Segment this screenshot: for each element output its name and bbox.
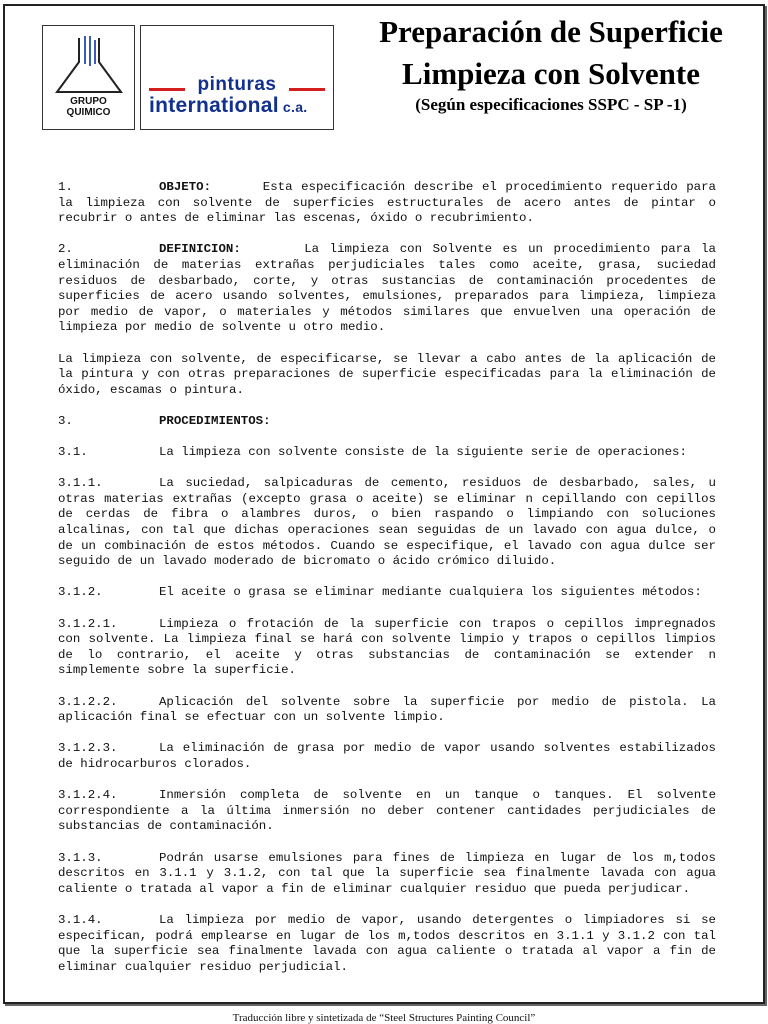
section-number: 3.1.3.: [58, 850, 103, 865]
brand-pinturas: pinturas: [197, 74, 277, 95]
section-paragraph: [58, 414, 716, 430]
section-text: Podrán usarse emulsiones para fines de limpieza en lugar de los m,todos descritos en 3.1.1 y 3.1.2, con tal que la superficie sea finalmente lavada con agua caliente o tratada al vapor a fin de eliminar cualquier residuo que pueda perjudicar.: [58, 850, 716, 896]
section-paragraph: [58, 445, 716, 461]
pinturas-international-logo: [140, 25, 334, 130]
section-number: 2.: [58, 242, 73, 257]
section-paragraph: [58, 913, 716, 975]
document-body: [58, 180, 716, 991]
section-paragraph: [58, 741, 716, 772]
section-number: 1.: [58, 180, 73, 194]
section-keyword: PROCEDIMIENTOS:: [159, 413, 271, 428]
section-text: Esta especificación describe el procedimiento requerido para la limpieza con solvente de superficies estructurales de acero antes de pintar o recubrir o antes de eliminar las escenas, óxido o recubrimiento.: [58, 180, 716, 226]
section-keyword: OBJETO:: [159, 180, 212, 194]
brand-suffix: c.a.: [282, 99, 308, 115]
section-text: La limpieza por medio de vapor, usando detergentes o limpiadores si se especifican, podrá emplearse en lugar de los m,todos descritos en 3.1.1 y 3.1.2 con tal que la superficie sea finalmente lavada con agua caliente o tratada al vapor a fin de eliminar cualquier residuo perjudicial.: [58, 912, 716, 974]
section-text: La suciedad, salpicaduras de cemento, residuos de desbarbado, sales, u otras materias extrañas (excepto grasa o aceite) se eliminar n cepillando con cepillos de cerdas de fibra o alambres duros, o bien raspando o limpiando con soluciones alcalinas, con tal que dichas operaciones sean seguidas de un lavado con agua dulce, o de un combinación de estos métodos. Cuando se especifique, el lavado con agua dulce ser seguido de un lavado moderado de bicromato o ácido crómico diluido.: [58, 476, 716, 569]
section-paragraph: [58, 476, 716, 570]
section-number: 3.1.2.4.: [58, 788, 118, 803]
flask-icon: [49, 34, 129, 96]
quimico-label: QUIMICO: [66, 107, 111, 118]
section-number: 3.1.: [58, 445, 88, 460]
brand-international-word: international: [149, 94, 279, 117]
section-number: 3.1.2.: [58, 585, 103, 600]
section-paragraph: [58, 585, 716, 601]
section-number: 3.1.2.2.: [58, 694, 118, 709]
section-keyword: DEFINICION:: [159, 242, 241, 257]
section-paragraph: [58, 180, 716, 227]
section-number: 3.1.1.: [58, 476, 103, 491]
section-paragraph: [58, 352, 716, 399]
section-text: La eliminación de grasa por medio de vapor usando solventes estabilizados de hidrocarburos clorados.: [58, 741, 716, 771]
page-title: Preparación de Superficie: [379, 14, 723, 49]
section-paragraph: [58, 695, 716, 726]
section-text: La limpieza con solvente, de especificarse, se llevar a cabo antes de la aplicación de la pintura y con otras preparaciones de superficie especificadas para la eliminación de óxido, escamas o pintura.: [58, 351, 716, 397]
section-number: 3.1.2.3.: [58, 741, 118, 756]
section-number: 3.1.4.: [58, 912, 103, 927]
section-text: Aplicación del solvente sobre la superficie por medio de pistola. La aplicación final se efectuar con un solvente limpio.: [58, 694, 716, 725]
page-subtitle: Limpieza con Solvente: [402, 56, 700, 91]
grupo-quimico-logo: [42, 25, 135, 130]
section-text: La limpieza con Solvente es un procedimiento para la eliminación de materias extrañas perjudiciales tales como aceite, grasa, suciedad residuos de desbarbado, corte, y otras sustancias de contaminación procedentes de superficies de acero usando solventes, emulsiones, preparados para limpieza, limpieza por medio de vapor, o materiales y métodos similares que envuelven una operación de limpieza por medio de solvente u otro medio.: [58, 242, 716, 335]
section-number: 3.1.2.1.: [58, 616, 118, 631]
footer-note: Traducción libre y sintetizada de “Steel Structures Painting Council”: [232, 1012, 536, 1024]
section-text: Limpieza o frotación de la superficie con trapos o cepillos impregnados con solvente. La limpieza final se hará con solvente limpio y trapos o cepillos limpios de lo contrario, el aceite y otras substancias de contaminación se extender n simplemente sobre la superficie.: [58, 616, 716, 678]
section-text: El aceite o grasa se eliminar mediante cualquiera los siguientes métodos:: [159, 585, 702, 600]
section-paragraph: [58, 617, 716, 679]
brand-international: [149, 94, 307, 118]
section-text: Inmersión completa de solvente en un tanque o tanques. El solvente correspondiente a la última inmersión no deber contener cantidades perjudiciales de substancias de contaminación.: [58, 788, 716, 834]
spec-reference: (Según especificaciones SSPC - SP -1): [415, 95, 687, 114]
grupo-label: GRUPO: [70, 96, 107, 107]
section-paragraph: [58, 242, 716, 336]
section-number: 3.: [58, 413, 73, 428]
section-paragraph: [58, 788, 716, 835]
section-paragraph: [58, 851, 716, 898]
section-text: La limpieza con solvente consiste de la siguiente serie de operaciones:: [159, 445, 687, 460]
